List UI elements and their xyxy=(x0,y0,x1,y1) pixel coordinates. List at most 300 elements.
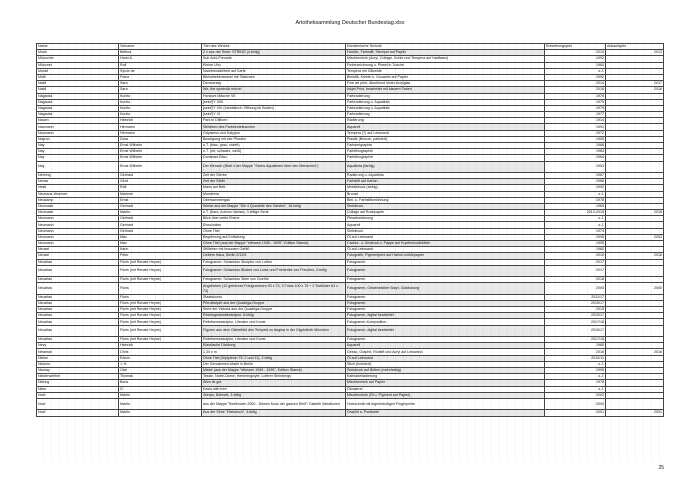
cell-technik: Öl auf Leinwand xyxy=(346,247,545,253)
cell-technik: Aquarell xyxy=(346,222,545,228)
cell-titel: Zeit der Sterbe xyxy=(202,172,346,178)
cell-name: Nabil xyxy=(37,81,119,87)
cell-vorname: Floris xyxy=(119,283,202,294)
cell-entstehungsjahr: 1964 xyxy=(545,149,606,155)
cell-titel: Blick über weite Ebene xyxy=(202,216,346,222)
cell-technik: Mischtechnik (Acryl, Collage, Kohle und Tempera auf Hartfaser) xyxy=(346,56,545,62)
cell-name: Naumann xyxy=(37,130,119,136)
cell-ankaufsjahr: 2016 xyxy=(606,210,664,216)
cell-vorname: Floris (mit Renate Heyne) xyxy=(119,300,202,306)
cell-entstehungsjahr: 1988 xyxy=(545,179,606,185)
cell-name: Neuzitas xyxy=(37,277,119,283)
cell-ankaufsjahr xyxy=(606,265,664,276)
cell-titel: Dominant Blau xyxy=(202,155,346,161)
cell-entstehungsjahr: o.J. xyxy=(545,361,606,367)
cell-technik: Inkjet Print, bearbeitet mit blauem Faden xyxy=(346,87,545,93)
cell-name: Nenss xyxy=(37,179,119,185)
cell-titel: Begebnung aut Entfaltung xyxy=(202,234,346,240)
cell-technik: Farbradierung u. Aquatinta xyxy=(346,99,545,105)
cell-vorname: Heinrich xyxy=(119,118,202,124)
cell-entstehungsjahr: 1991 xyxy=(545,124,606,130)
cell-vorname: Floris (mit Renate Heyne) xyxy=(119,307,202,313)
cell-technik: Fine art print, Alunlbond hinter Acrylglas xyxy=(346,81,545,87)
cell-name: Nay xyxy=(37,155,119,161)
spreadsheet-table xyxy=(36,43,664,417)
table-row xyxy=(37,398,664,409)
cell-ankaufsjahr: 2016 xyxy=(606,87,664,93)
cell-titel: Obersammergau xyxy=(202,197,346,203)
cell-vorname: Kunito xyxy=(119,93,202,99)
cell-entstehungsjahr: 2015 xyxy=(545,307,606,313)
cell-titel: Alles ist gut xyxy=(202,380,346,386)
cell-vorname: Kunito xyxy=(119,105,202,111)
cell-entstehungsjahr: 1977 xyxy=(545,112,606,118)
cell-entstehungsjahr: 1914 xyxy=(545,118,606,124)
cell-name: Muralt xyxy=(37,68,119,74)
cell-titel: Kleine Uhu xyxy=(202,62,346,68)
cell-technik: Bronze xyxy=(346,191,545,197)
cell-technik: Federzeichnung u. Pinsel in Tusche xyxy=(346,62,545,68)
cell-name: Noel xyxy=(37,398,119,409)
cell-vorname: Thomas xyxy=(119,374,202,380)
cell-technik: Farblithographie xyxy=(346,155,545,161)
cell-name: Neumann xyxy=(37,222,119,228)
cell-titel: 2 x aus der Serie: STRING (4-teilig) xyxy=(202,50,346,56)
cell-vorname: Sara xyxy=(119,81,202,87)
cell-entstehungsjahr: 2015/17 xyxy=(545,300,606,306)
cell-titel: Angelieben (12 getrennte Fotogrammen 93 x 73, 2 Fotos 100 x 75 + 2 Tortbilder 63 x 73) xyxy=(202,283,346,294)
cell-entstehungsjahr: 2016 xyxy=(545,87,606,93)
cell-entstehungsjahr: 1995 xyxy=(545,241,606,247)
cell-technik: Metalldruck (farbig) xyxy=(346,185,545,191)
cell-name: Niewe xyxy=(37,355,119,361)
cell-entstehungsjahr: 1966 xyxy=(545,143,606,149)
cell-name: Neuzitas xyxy=(37,259,119,265)
cell-titel: We, the symbolic mirrori xyxy=(202,87,346,93)
cell-titel: 1.30 x m xyxy=(202,349,346,355)
cell-vorname: Kunito xyxy=(119,99,202,105)
column-header-vorname: Vorname xyxy=(119,44,202,50)
cell-name: Munk xyxy=(37,50,119,56)
cell-titel: Fotogramm: Schadows Büsten von Luise und Friederike von Preußen, 3-teilig xyxy=(202,265,346,276)
cell-entstehungsjahr: 1972 xyxy=(545,130,606,136)
cell-entstehungsjahr: 1953 xyxy=(545,161,606,172)
column-header-ankaufsjahr: Ankaufsjahr xyxy=(606,44,664,50)
cell-titel: Ohne Titel xyxy=(202,228,346,234)
cell-titel: Odysseus und Kalypso xyxy=(202,130,346,136)
cell-titel: Mondenia xyxy=(202,191,346,197)
cell-technik: Ölmalerei xyxy=(346,386,545,392)
cell-ankaufsjahr xyxy=(606,161,664,172)
cell-entstehungsjahr: 2015/17 xyxy=(545,313,606,319)
cell-technik: Aquatinta (farbig) xyxy=(346,161,545,172)
cell-name: Nagaoka xyxy=(37,93,119,99)
cell-titel: Reliefsemsskulptur, Literatur und Kunst xyxy=(202,337,346,343)
cell-vorname: Martin xyxy=(119,210,202,216)
cell-ankaufsjahr: 2013 xyxy=(606,50,664,56)
cell-technik: Fotogramm, digital bearbeitet xyxy=(346,313,545,319)
cell-name: Nay xyxy=(37,149,119,155)
cell-entstehungsjahr: 1978 xyxy=(545,380,606,386)
cell-name: Neuzitas xyxy=(37,300,119,306)
table-row xyxy=(37,283,664,294)
cell-vorname: Peter xyxy=(119,253,202,259)
document-title: Artotheksammlung Deutscher Bundestag.xlsx xyxy=(295,20,405,26)
cell-entstehungsjahr: o.J. xyxy=(545,216,606,222)
cell-entstehungsjahr: 1978 xyxy=(545,197,606,203)
cell-titel: Werke aus der Mappe "Die 4 Quartette des Geistes", 16-teilig xyxy=(202,203,346,209)
cell-technik: Tempera mit Glitzeide xyxy=(346,68,545,74)
cell-technik: Kaltnadelradierung xyxy=(346,374,545,380)
cell-name: Newman xyxy=(37,349,119,355)
cell-titel: Bewegung mit vier Pfosten xyxy=(202,136,346,142)
cell-titel: Aus der Serie "Historisch", 3-teilig xyxy=(202,410,346,416)
cell-technik: Gesso, Graphit, Filzstift und Acryl auf Leinwand xyxy=(346,349,545,355)
cell-technik: Fotogramm-Komposition xyxy=(346,319,545,325)
column-header-name: Name xyxy=(37,44,119,50)
cell-technik: Fotogramm xyxy=(346,294,545,300)
header-row xyxy=(37,44,664,50)
cell-name: Nagaoka xyxy=(37,99,119,105)
cell-technik: Radierung u. Aquatinta xyxy=(346,172,545,178)
cell-titel: Ohne Titel (Diptychon 75. 2 und 11), 2-teilig xyxy=(202,355,346,361)
cell-entstehungsjahr: 1995 xyxy=(545,234,606,240)
cell-vorname: Olaf xyxy=(119,368,202,374)
cell-vorname: Floris (mit Renate Heyne) xyxy=(119,337,202,343)
cell-vorname: Sara xyxy=(119,87,202,93)
cell-titel: Staatskunst xyxy=(202,294,346,300)
cell-ankaufsjahr: 2017 xyxy=(606,81,664,87)
cell-vorname: Gerd xyxy=(119,179,202,185)
cell-name: Nay xyxy=(37,143,119,149)
cell-titel: Zeit der Stelle xyxy=(202,179,346,185)
cell-entstehungsjahr: 2000 xyxy=(545,283,606,294)
cell-name: Neusel xyxy=(37,253,119,259)
cell-name: Noel xyxy=(37,410,119,416)
cell-vorname: Heinrich xyxy=(119,343,202,349)
cell-name: Nagaoka xyxy=(37,112,119,118)
cell-vorname: Edwin xyxy=(119,355,202,361)
table-row xyxy=(37,410,664,416)
cell-titel: [sekt/]'Y XXII xyxy=(202,99,346,105)
cell-vorname: Floris (mit Renate Heyne) xyxy=(119,259,202,265)
cell-titel: Democracy xyxy=(202,81,346,87)
cell-technik: Farblithographie xyxy=(346,149,545,155)
cell-entstehungsjahr: 2010 xyxy=(545,50,606,56)
cell-vorname: Karin xyxy=(119,247,202,253)
cell-vorname: Gerhard xyxy=(119,228,202,234)
cell-technik: Holzschnitt mit eigenhändigen Fingerprints xyxy=(346,398,545,409)
cell-technik: Fotogramm xyxy=(346,259,545,265)
cell-name: Münzner xyxy=(37,62,119,68)
cell-technik: Fotogramm, Gelatinesilber Baryt, Goldtonung xyxy=(346,283,545,294)
cell-entstehungsjahr: 1992 xyxy=(545,185,606,191)
cell-titel: Reliefsemsskulptur, Literatur und Kunst xyxy=(202,319,346,325)
cell-technik: Fotogramm xyxy=(346,300,545,306)
cell-vorname: Gerhard xyxy=(119,172,202,178)
cell-vorname: Franz xyxy=(119,74,202,80)
cell-titel: Pferdeköpfe aus der Quadriga-Gruppe xyxy=(202,300,346,306)
cell-entstehungsjahr: 1979 xyxy=(545,99,606,105)
cell-vorname: Rolf xyxy=(119,62,202,68)
cell-entstehungsjahr: o.J. xyxy=(545,374,606,380)
cell-vorname: Max xyxy=(119,241,202,247)
cell-entstehungsjahr: 2013-2015 xyxy=(545,210,606,216)
cell-name: Neumann xyxy=(37,228,119,234)
cell-name: Neuzitas xyxy=(37,319,119,325)
cell-ankaufsjahr: 2016 xyxy=(606,253,664,259)
cell-technik: Öl auf Leinwand xyxy=(346,355,545,361)
cell-vorname: G. xyxy=(119,386,202,392)
table-body xyxy=(37,50,664,416)
cell-vorname: Hermann xyxy=(119,124,202,130)
cell-titel: Mann auf Bett xyxy=(202,185,346,191)
cell-vorname: Floris (mit Renate Heyne) xyxy=(119,319,202,325)
cell-entstehungsjahr: 2016 xyxy=(545,349,606,355)
cell-titel: Der Mensch (Blatt 4 der Mappe "Sechs Aquatinten über den Menschen") xyxy=(202,161,346,172)
cell-entstehungsjahr: 1980 xyxy=(545,343,606,349)
cell-technik: Farbstift auf Karton xyxy=(346,179,545,185)
cell-entstehungsjahr: 1987 xyxy=(545,172,606,178)
column-header-titel: Titel des Werkes xyxy=(202,44,346,50)
cell-entstehungsjahr: o.J. xyxy=(545,386,606,392)
cell-entstehungsjahr: 2015/17 xyxy=(545,325,606,336)
cell-name: Nabil xyxy=(37,87,119,93)
cell-ankaufsjahr: 2003 xyxy=(606,234,664,240)
cell-name: Niew xyxy=(37,386,119,392)
cell-name: Neuzitas xyxy=(37,325,119,336)
cell-technik: Siebdruck xyxy=(346,203,545,209)
cell-technik: Radierung xyxy=(346,118,545,124)
cell-vorname: Chris xyxy=(119,349,202,355)
cell-titel: Stillleben des Farbbeuteltuschen xyxy=(202,124,346,130)
cell-titel: Sub Achi-Freunde xyxy=(202,56,346,62)
cell-technik: Siebdruck xyxy=(346,228,545,234)
table-row xyxy=(37,265,664,276)
cell-vorname: Martin xyxy=(119,392,202,398)
cell-titel: Eisschollen xyxy=(202,222,346,228)
cell-titel: Stele der Victoria aus der Quadriga-Gruppe xyxy=(202,307,346,313)
cell-vorname: J. H. xyxy=(119,361,202,367)
cell-titel: Bibliothekensessel mit Stationen xyxy=(202,74,346,80)
cell-name: Neuzitas xyxy=(37,265,119,276)
cell-technik: Siebdruck auf Bütten (mehrfarbig) xyxy=(346,368,545,374)
cell-entstehungsjahr: 2017 xyxy=(545,259,606,265)
cell-entstehungsjahr: 2017 xyxy=(545,265,606,276)
cell-entstehungsjahr: 1979 xyxy=(545,105,606,111)
cell-titel: Figuren aus dem Giebelfeld des Tempels zu Aegina in der Glyptothek München xyxy=(202,325,346,336)
cell-name: Neuzitas xyxy=(37,283,119,294)
cell-name: Nagaoka xyxy=(37,105,119,111)
cell-vorname: Dora xyxy=(119,136,202,142)
cell-name: Noel xyxy=(37,392,119,398)
column-header-entstehungsjahr: Entstehungsjahr xyxy=(545,44,606,50)
cell-entstehungsjahr: 1990 xyxy=(545,136,606,142)
cell-entstehungsjahr: 2017/18 xyxy=(545,337,606,343)
cell-name: Neumann xyxy=(37,234,119,240)
cell-entstehungsjahr: 2011/17 xyxy=(545,294,606,300)
cell-name: Nehring xyxy=(37,172,119,178)
cell-titel: o.T. (Kaut, Adorno Vanisa), 3-teilige Serie xyxy=(202,210,346,216)
cell-titel: Ohne Titel (aus der Mappe "ettmann 1945 - 1995", Edition Staeck) xyxy=(202,241,346,247)
cell-entstehungsjahr: o.J. xyxy=(545,68,606,74)
cell-entstehungsjahr: 2018 xyxy=(545,277,606,283)
cell-name: Neusel xyxy=(37,247,119,253)
cell-technik: Farbserigraphie xyxy=(346,143,545,149)
cell-vorname: Floris xyxy=(119,294,202,300)
cell-technik: Aquarell xyxy=(346,124,545,130)
cell-vorname: Martin xyxy=(119,398,202,409)
cell-vorname: Rolf xyxy=(119,185,202,191)
cell-entstehungsjahr: 1980 xyxy=(545,247,606,253)
cell-technik: Fotogramm xyxy=(346,337,545,343)
cell-titel: [sekt/]'Y XI xyxy=(202,112,346,118)
cell-titel: Horizont Mäsche VII xyxy=(202,93,346,99)
cell-vorname: Floris (mit Renate Heyne) xyxy=(119,325,202,336)
cell-name: Neuzitas xyxy=(37,313,119,319)
cell-vorname: Hermann xyxy=(119,130,202,136)
cell-entstehungsjahr: 2010/11 xyxy=(545,355,606,361)
cell-vorname: Ernst Wilhelm xyxy=(119,155,202,161)
cell-name: Münzcher xyxy=(37,56,119,62)
cell-vorname: Gerhard xyxy=(119,222,202,228)
cell-technik: Blei- u. Farbstiftzeichnung xyxy=(346,197,545,203)
cell-name: Neumann xyxy=(37,241,119,247)
cell-entstehungsjahr: 2017/18 xyxy=(545,319,606,325)
cell-titel: Kasin with tree xyxy=(202,386,346,392)
cell-ankaufsjahr: 2001 xyxy=(606,410,664,416)
cell-vorname: Sylvie de xyxy=(119,68,202,74)
cell-titel: Tessin, Notre-Dame, Hemmingwyte, Loferer Steinbergs xyxy=(202,374,346,380)
cell-entstehungsjahr: 1992 xyxy=(545,56,606,62)
cell-name: Nay xyxy=(37,161,119,172)
cell-technik: Bleistift, Kreide u. Gouache auf Papier xyxy=(346,74,545,80)
cell-technik: Mischtechnik auf Papier xyxy=(346,380,545,386)
cell-entstehungsjahr: 2001 xyxy=(545,410,606,416)
cell-name: Neumaier xyxy=(37,210,119,216)
cell-titel: Fotogramm: Schadows Stele von Goethe xyxy=(202,277,346,283)
cell-entstehungsjahr: 2002 xyxy=(545,392,606,398)
cell-name: Nestl xyxy=(37,185,119,191)
cell-technik: Plastik (Bronze, patiniert) xyxy=(346,136,545,142)
cell-technik: Fotogramm xyxy=(346,277,545,283)
cell-titel: Jeerpo, Bohnett, 3-teilig xyxy=(202,392,346,398)
cell-vorname: Ernst Wilhelm xyxy=(119,149,202,155)
cell-vorname: Gerhard xyxy=(119,216,202,222)
cell-ankaufsjahr: 2000 xyxy=(606,283,664,294)
cell-vorname: Boris xyxy=(119,380,202,386)
cell-titel: o.T. (rot, schwarz, weiß) xyxy=(202,149,346,155)
cell-entstehungsjahr: 1964 xyxy=(545,155,606,161)
cell-ankaufsjahr: 2016 xyxy=(606,349,664,355)
cell-titel: Klassische Dichtung xyxy=(202,343,346,349)
cell-name: Niederweither xyxy=(37,374,119,380)
cell-titel: Nachtelnadelbert auf Karte xyxy=(202,68,346,74)
cell-technik: Tempera (?) auf Leinwand xyxy=(346,130,545,136)
cell-entstehungsjahr: o.J. xyxy=(545,191,606,197)
cell-technik: Pinselzeichnung xyxy=(346,216,545,222)
cell-titel: Der Gendarmen-Markt in Berlin xyxy=(202,361,346,367)
table-row xyxy=(37,161,664,172)
cell-entstehungsjahr: 1960 xyxy=(545,62,606,68)
cell-name: Neuzitas xyxy=(37,337,119,343)
cell-titel: [sekt/]'Y XXI (futuristisch: Öffnung im Boden) xyxy=(202,105,346,111)
cell-name: Neuzitas xyxy=(37,294,119,300)
cell-entstehungsjahr: 1992 xyxy=(545,74,606,80)
cell-name: Nauen xyxy=(37,118,119,124)
cell-vorname: Ernst xyxy=(119,197,202,203)
cell-technik: Farbradierung xyxy=(346,112,545,118)
cell-name: Naumann xyxy=(37,124,119,130)
cell-name: Neumaier xyxy=(37,203,119,209)
cell-titel: o.T. (blau, grau, violett) xyxy=(202,143,346,149)
cell-vorname: Martin xyxy=(119,410,202,416)
cell-technik: Fotogramm, digital bearbeitet xyxy=(346,325,545,336)
cell-entstehungsjahr: 1978 xyxy=(545,93,606,99)
column-header-technik: Künstlerische Technik xyxy=(346,44,545,50)
cell-name: Nickers xyxy=(37,361,119,367)
cell-vorname: Floris (mit Renate Heyne) xyxy=(119,313,202,319)
cell-vorname: Ernst Wilhelm xyxy=(119,161,202,172)
cell-name: Muth xyxy=(37,74,119,80)
cell-entstehungsjahr: 1974 xyxy=(545,228,606,234)
cell-vorname: Floris (mit Renate Heyne) xyxy=(119,277,202,283)
cell-technik: Fotogramm xyxy=(346,265,545,276)
cell-titel: Stillleben mit braunem Gefäß xyxy=(202,247,346,253)
cell-name: Nicolay xyxy=(37,368,119,374)
cell-entstehungsjahr: 1995 xyxy=(545,368,606,374)
cell-technik: Farbradierung u. Aquatinta xyxy=(346,105,545,111)
cell-name: Neumann xyxy=(37,216,119,222)
cell-entstehungsjahr: 2010 xyxy=(545,253,606,259)
cell-vorname: Gerhard xyxy=(119,203,202,209)
cell-technik: Öl auf Leinwand xyxy=(346,234,545,240)
cell-technik: Fotogramm xyxy=(346,307,545,313)
cell-vorname: Floris (mit Renate Heyne) xyxy=(119,265,202,276)
cell-technik: Mischtechnik (Öl u. Pigment auf Papier) xyxy=(346,392,545,398)
cell-titel: Fotogramm: Schadows Skulptur von Luther xyxy=(202,259,346,265)
cell-technik: Collage auf Buchpapier xyxy=(346,210,545,216)
cell-titel: Reichsgesandteskulptur, 6-teilig xyxy=(202,313,346,319)
cell-entstehungsjahr: 2000 xyxy=(545,398,606,409)
cell-name: Neukamp xyxy=(37,197,119,203)
cell-name: Nayron xyxy=(37,136,119,142)
cell-vorname: Marlene xyxy=(119,191,202,197)
cell-vorname: Bettina xyxy=(119,50,202,56)
cell-vorname: Ernst Wilhelm xyxy=(119,143,202,149)
cell-technik: Holzfilz, Farbstift, Stempel auf Papier xyxy=(346,50,545,56)
cell-vorname: Kunito xyxy=(119,112,202,118)
cell-vorname: Horst A. xyxy=(119,56,202,62)
cell-entstehungsjahr: 2014 xyxy=(545,81,606,87)
cell-name: Neuzitas xyxy=(37,307,119,313)
page-number: 25 xyxy=(658,465,664,471)
cell-titel: Park in Dillborn xyxy=(202,118,346,124)
cell-ankaufsjahr xyxy=(606,325,664,336)
cell-vorname: Max xyxy=(119,234,202,240)
cell-technik: Graphit a. Postkarte xyxy=(346,410,545,416)
cell-ankaufsjahr xyxy=(606,398,664,409)
cell-name: Neuhaus-Woerner xyxy=(37,191,119,197)
cell-name: Nevy xyxy=(37,343,119,349)
cell-technik: Farbradierung xyxy=(346,93,545,99)
cell-technik: Fotografie, Pigmentprint auf Hahne-mühlepapier xyxy=(346,253,545,259)
cell-name: Niering xyxy=(37,380,119,386)
cell-technik: Cachur- u. Umdruck v. Pappe auf Kupferdruckbütten xyxy=(346,241,545,247)
table-row xyxy=(37,325,664,336)
cell-titel: Liebers Haus, Berlin 2/12/4 xyxy=(202,253,346,259)
cell-entstehungsjahr: o.J. xyxy=(545,222,606,228)
